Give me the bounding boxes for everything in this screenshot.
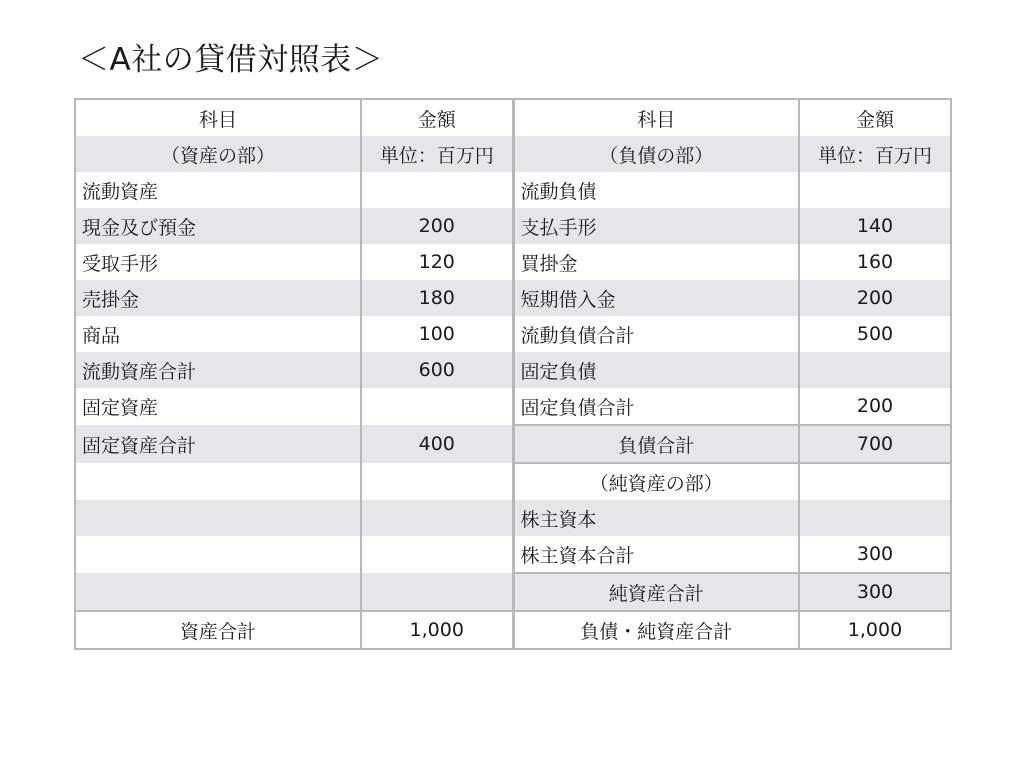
left-item-label — [75, 500, 361, 536]
left-item-label: 現金及び預金 — [75, 208, 361, 244]
left-item-label: 売掛金 — [75, 280, 361, 316]
right-item-value: 300 — [799, 536, 951, 573]
left-item-label — [75, 536, 361, 573]
table-row — [75, 244, 951, 280]
left-item-label: 流動資産 — [75, 172, 361, 208]
left-item-value — [361, 463, 513, 500]
section-header-row — [75, 136, 951, 172]
left-item-value — [361, 500, 513, 536]
header-right-amount: 金額 — [799, 99, 951, 136]
right-item-value: 200 — [799, 388, 951, 425]
left-item-value — [361, 573, 513, 611]
balance-sheet-table — [74, 98, 952, 650]
table-row — [75, 425, 951, 463]
right-item-value — [799, 172, 951, 208]
right-item-value: 300 — [799, 573, 951, 611]
right-item-value — [799, 352, 951, 388]
left-item-value: 600 — [361, 352, 513, 388]
left-item-label — [75, 573, 361, 611]
table-row — [75, 280, 951, 316]
left-item-value: 120 — [361, 244, 513, 280]
net-assets-section-label: （純資産の部） — [513, 463, 799, 500]
right-item-value: 500 — [799, 316, 951, 352]
table-header-row — [75, 99, 951, 136]
right-item-label: 株主資本合計 — [513, 536, 799, 573]
right-item-value: 700 — [799, 425, 951, 463]
right-item-label: 支払手形 — [513, 208, 799, 244]
table-row — [75, 172, 951, 208]
assets-unit-label: 単位：百万円 — [361, 136, 513, 172]
table-row — [75, 463, 951, 500]
header-left-subject: 科目 — [75, 99, 361, 136]
header-left-amount: 金額 — [361, 99, 513, 136]
right-item-label: 短期借入金 — [513, 280, 799, 316]
left-item-value — [361, 172, 513, 208]
page-title: ＜A社の貸借対照表＞ — [78, 42, 384, 78]
totals-row — [75, 611, 951, 649]
table-row — [75, 208, 951, 244]
right-item-value: 160 — [799, 244, 951, 280]
right-item-value — [799, 463, 951, 500]
left-item-value — [361, 388, 513, 425]
left-item-label: 固定資産 — [75, 388, 361, 425]
table-row — [75, 500, 951, 536]
table-row — [75, 316, 951, 352]
left-item-label: 受取手形 — [75, 244, 361, 280]
left-item-value — [361, 536, 513, 573]
table-row — [75, 573, 951, 611]
right-item-label: 固定負債 — [513, 352, 799, 388]
right-item-label: 流動負債 — [513, 172, 799, 208]
left-item-value: 200 — [361, 208, 513, 244]
left-item-value: 400 — [361, 425, 513, 463]
right-item-label: 負債合計 — [513, 425, 799, 463]
left-item-value: 100 — [361, 316, 513, 352]
right-item-label: 株主資本 — [513, 500, 799, 536]
total-liabilities-net-assets-label: 負債・純資産合計 — [513, 611, 799, 649]
table-row — [75, 536, 951, 573]
assets-section-label: （資産の部） — [75, 136, 361, 172]
header-right-subject: 科目 — [513, 99, 799, 136]
right-item-label: 流動負債合計 — [513, 316, 799, 352]
table-row — [75, 352, 951, 388]
right-item-value: 200 — [799, 280, 951, 316]
left-item-label: 固定資産合計 — [75, 425, 361, 463]
left-item-label — [75, 463, 361, 500]
left-item-label: 流動資産合計 — [75, 352, 361, 388]
right-item-value — [799, 500, 951, 536]
right-item-label: 固定負債合計 — [513, 388, 799, 425]
total-assets-value: 1,000 — [361, 611, 513, 649]
right-item-label: 買掛金 — [513, 244, 799, 280]
total-liabilities-net-assets-value: 1,000 — [799, 611, 951, 649]
liabilities-unit-label: 単位：百万円 — [799, 136, 951, 172]
left-item-label: 商品 — [75, 316, 361, 352]
table-row — [75, 388, 951, 425]
right-item-value: 140 — [799, 208, 951, 244]
right-item-label: 純資産合計 — [513, 573, 799, 611]
liabilities-section-label: （負債の部） — [513, 136, 799, 172]
left-item-value: 180 — [361, 280, 513, 316]
total-assets-label: 資産合計 — [75, 611, 361, 649]
